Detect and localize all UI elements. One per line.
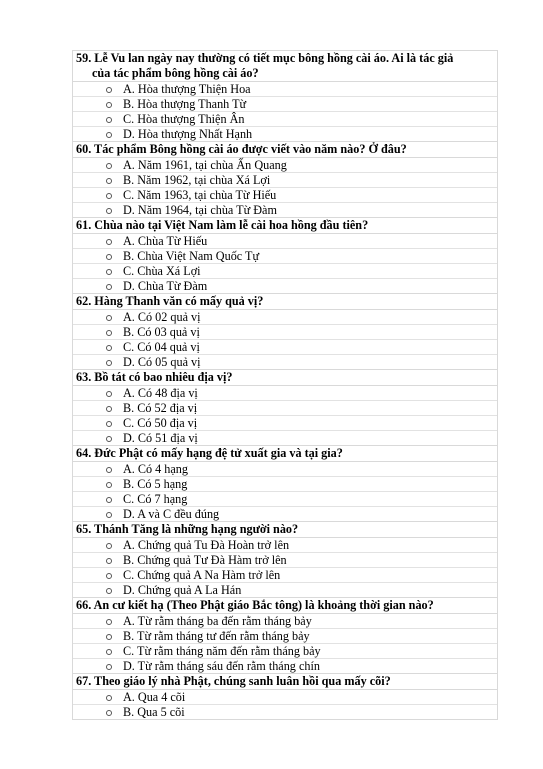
circle-bullet-icon xyxy=(106,619,112,625)
answer-option[interactable] xyxy=(73,325,497,340)
circle-bullet-icon xyxy=(106,406,112,412)
circle-bullet-icon xyxy=(106,269,112,275)
circle-bullet-icon xyxy=(106,391,112,397)
circle-bullet-icon xyxy=(106,284,112,290)
question-62 xyxy=(73,294,497,370)
answer-option-label: C. Chứng quả A Na Hàm trở lên xyxy=(123,568,281,582)
answer-option-label: B. Có 52 địa vị xyxy=(123,401,198,415)
answer-option-label: C. Năm 1963, tại chùa Từ Hiếu xyxy=(123,188,277,202)
answer-option-label: A. Có 48 địa vị xyxy=(123,386,198,400)
answer-option[interactable] xyxy=(73,279,497,293)
answer-option[interactable] xyxy=(73,82,497,97)
answer-option[interactable] xyxy=(73,705,497,719)
question-title-line: 59. Lễ Vu lan ngày nay thường có tiết mục bông hồng cài áo. Ai là tác giả xyxy=(76,51,454,65)
circle-bullet-icon xyxy=(106,558,112,564)
question-title xyxy=(73,370,497,386)
question-title-line: 61. Chùa nào tại Việt Nam làm lễ cài hoa hồng đầu tiên? xyxy=(76,218,369,232)
circle-bullet-icon xyxy=(106,664,112,670)
circle-bullet-icon xyxy=(106,467,112,473)
circle-bullet-icon xyxy=(106,178,112,184)
answer-option[interactable] xyxy=(73,112,497,127)
question-title-line: 64. Đức Phật có mấy hạng đệ tử xuất gia và tại gia? xyxy=(76,446,343,460)
answer-option[interactable] xyxy=(73,507,497,521)
question-title xyxy=(73,446,497,462)
question-63 xyxy=(73,370,497,446)
answer-option[interactable] xyxy=(73,97,497,112)
circle-bullet-icon xyxy=(106,254,112,260)
circle-bullet-icon xyxy=(106,543,112,549)
answer-option[interactable] xyxy=(73,553,497,568)
answer-option-label: B. Chùa Việt Nam Quốc Tự xyxy=(123,249,260,263)
answer-option[interactable] xyxy=(73,203,497,217)
answer-option[interactable] xyxy=(73,629,497,644)
answer-option[interactable] xyxy=(73,644,497,659)
circle-bullet-icon xyxy=(106,239,112,245)
answer-option-label: B. Chứng quả Tư Đà Hàm trở lên xyxy=(123,553,287,567)
answer-option[interactable] xyxy=(73,249,497,264)
question-title xyxy=(73,51,497,82)
answer-option-label: C. Từ rằm tháng năm đến rằm tháng bảy xyxy=(123,644,321,658)
answer-option-label: D. Năm 1964, tại chùa Từ Đàm xyxy=(123,203,277,217)
question-59 xyxy=(73,51,497,142)
answer-option-label: A. Từ rằm tháng ba đến rằm tháng bảy xyxy=(123,614,312,628)
answer-option[interactable] xyxy=(73,310,497,325)
answer-option[interactable] xyxy=(73,538,497,553)
answer-option-label: B. Từ rằm tháng tư đến rằm tháng bảy xyxy=(123,629,310,643)
question-title-line: 63. Bồ tát có bao nhiêu địa vị? xyxy=(76,370,233,384)
question-title-line: 62. Hàng Thanh văn có mấy quả vị? xyxy=(76,294,264,308)
question-title xyxy=(73,142,497,158)
circle-bullet-icon xyxy=(106,360,112,366)
circle-bullet-icon xyxy=(106,117,112,123)
answer-option[interactable] xyxy=(73,583,497,597)
question-title xyxy=(73,218,497,234)
answer-option[interactable] xyxy=(73,355,497,369)
answer-option-label: A. Năm 1961, tại chùa Ấn Quang xyxy=(123,158,287,172)
question-title-line: 67. Theo giáo lý nhà Phật, chúng sanh luân hồi qua mấy cõi? xyxy=(76,674,391,688)
quiz-sheet xyxy=(72,50,498,720)
answer-option[interactable] xyxy=(73,614,497,629)
question-66 xyxy=(73,598,497,674)
answer-option-label: C. Hòa thượng Thiện Ân xyxy=(123,112,245,126)
answer-option-label: A. Có 4 hạng xyxy=(123,462,188,476)
answer-option[interactable] xyxy=(73,568,497,583)
answer-option-label: B. Hòa thượng Thanh Từ xyxy=(123,97,247,111)
circle-bullet-icon xyxy=(106,345,112,351)
circle-bullet-icon xyxy=(106,436,112,442)
question-64 xyxy=(73,446,497,522)
circle-bullet-icon xyxy=(106,649,112,655)
question-title xyxy=(73,674,497,690)
answer-option-label: D. Hòa thượng Nhất Hạnh xyxy=(123,127,253,141)
answer-option-label: C. Chùa Xá Lợi xyxy=(123,264,201,278)
answer-option[interactable] xyxy=(73,234,497,249)
answer-option-label: A. Qua 4 cõi xyxy=(123,690,186,704)
answer-option[interactable] xyxy=(73,188,497,203)
circle-bullet-icon xyxy=(106,588,112,594)
question-title-line: 66. An cư kiết hạ (Theo Phật giáo Bắc tông) là khoảng thời gian nào? xyxy=(76,598,434,612)
circle-bullet-icon xyxy=(106,512,112,518)
answer-option-label: A. Chùa Từ Hiếu xyxy=(123,234,208,248)
answer-option-label: C. Có 50 địa vị xyxy=(123,416,198,430)
answer-option[interactable] xyxy=(73,127,497,141)
answer-option-label: A. Hòa thượng Thiện Hoa xyxy=(123,82,251,96)
circle-bullet-icon xyxy=(106,132,112,138)
answer-option-label: C. Có 04 quả vị xyxy=(123,340,200,354)
answer-option-label: D. Từ rằm tháng sáu đến rằm tháng chín xyxy=(123,659,320,673)
answer-option-label: D. Chứng quả A La Hán xyxy=(123,583,242,597)
answer-option-label: B. Có 5 hạng xyxy=(123,477,188,491)
question-60 xyxy=(73,142,497,218)
answer-option[interactable] xyxy=(73,477,497,492)
answer-option-label: D. Chùa Từ Đàm xyxy=(123,279,208,293)
question-title-line: 60. Tác phẩm Bông hồng cài áo được viết vào năm nào? Ở đâu? xyxy=(76,142,407,156)
circle-bullet-icon xyxy=(106,315,112,321)
circle-bullet-icon xyxy=(106,208,112,214)
answer-option[interactable] xyxy=(73,431,497,445)
question-title-line: của tác phẩm bông hồng cài áo? xyxy=(92,66,259,80)
question-title xyxy=(73,522,497,538)
answer-option[interactable] xyxy=(73,401,497,416)
question-61 xyxy=(73,218,497,294)
answer-option[interactable] xyxy=(73,690,497,705)
answer-option[interactable] xyxy=(73,462,497,477)
answer-option[interactable] xyxy=(73,386,497,401)
answer-option[interactable] xyxy=(73,659,497,673)
circle-bullet-icon xyxy=(106,573,112,579)
answer-option-label: A. Chứng quả Tu Đà Hoàn trở lên xyxy=(123,538,290,552)
answer-option-label: B. Năm 1962, tại chùa Xá Lợi xyxy=(123,173,271,187)
circle-bullet-icon xyxy=(106,330,112,336)
question-67 xyxy=(73,674,497,720)
answer-option-label: A. Có 02 quả vị xyxy=(123,310,201,324)
circle-bullet-icon xyxy=(106,482,112,488)
answer-option-label: B. Có 03 quả vị xyxy=(123,325,200,339)
answer-option-label: D. Có 51 địa vị xyxy=(123,431,198,445)
circle-bullet-icon xyxy=(106,497,112,503)
circle-bullet-icon xyxy=(106,87,112,93)
answer-option[interactable] xyxy=(73,492,497,507)
answer-option[interactable] xyxy=(73,264,497,279)
answer-option[interactable] xyxy=(73,158,497,173)
answer-option-label: D. A và C đều đúng xyxy=(123,507,220,521)
circle-bullet-icon xyxy=(106,695,112,701)
answer-option-label: B. Qua 5 cõi xyxy=(123,705,185,719)
answer-option-label: C. Có 7 hạng xyxy=(123,492,188,506)
circle-bullet-icon xyxy=(106,634,112,640)
answer-option[interactable] xyxy=(73,173,497,188)
answer-option[interactable] xyxy=(73,416,497,431)
circle-bullet-icon xyxy=(106,163,112,169)
question-65 xyxy=(73,522,497,598)
circle-bullet-icon xyxy=(106,102,112,108)
answer-option[interactable] xyxy=(73,340,497,355)
circle-bullet-icon xyxy=(106,193,112,199)
question-title xyxy=(73,294,497,310)
answer-option-label: D. Có 05 quả vị xyxy=(123,355,201,369)
circle-bullet-icon xyxy=(106,710,112,716)
question-title-line: 65. Thánh Tăng là những hạng người nào? xyxy=(76,522,299,536)
circle-bullet-icon xyxy=(106,421,112,427)
question-title xyxy=(73,598,497,614)
